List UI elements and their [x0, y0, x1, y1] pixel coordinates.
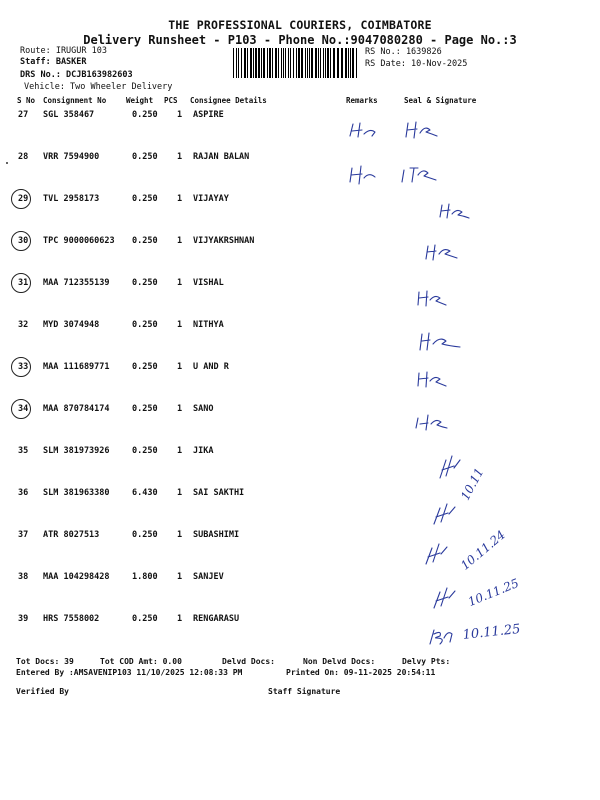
- col-weight: Weight: [126, 96, 154, 105]
- row-consignment: SLM 381973926: [43, 446, 110, 456]
- non-delvd-docs: Non Delvd Docs:: [303, 657, 376, 666]
- handwritten-signature: [428, 500, 462, 528]
- barcode-bar: [301, 48, 303, 78]
- row-sno: 28: [18, 152, 29, 162]
- tot-docs: Tot Docs: 39: [16, 657, 74, 666]
- row-consignment: ATR 8027513: [43, 530, 100, 540]
- row-consignment: SLM 381963380: [43, 488, 110, 498]
- row-sno: 27: [18, 110, 29, 120]
- barcode-bar: [244, 48, 246, 78]
- entered-by: Entered By :AMSAVENIP103 11/10/2025 12:08:33 PM: [16, 668, 243, 677]
- handwritten-signature: [420, 540, 454, 568]
- table-row: [0, 236, 600, 256]
- staff-label: Staff: BASKER: [20, 57, 87, 67]
- col-pcs: PCS: [164, 96, 178, 105]
- handwritten-date: 10.11.24: [458, 527, 508, 573]
- row-sno: 29: [18, 194, 29, 204]
- barcode-bar: [258, 48, 260, 78]
- row-consignment: SGL 358467: [43, 110, 95, 120]
- handwritten-date: 10.11.25: [462, 621, 522, 643]
- row-consignee: RAJAN BALAN: [193, 152, 250, 162]
- row-sno: 34: [18, 404, 29, 414]
- handwritten-signature: [410, 410, 460, 432]
- barcode-bar: [253, 48, 254, 78]
- table-row: [0, 194, 600, 214]
- row-sno: 37: [18, 530, 29, 540]
- barcode-bar: [272, 48, 273, 78]
- row-pcs: 1: [177, 530, 183, 540]
- barcode: [233, 48, 361, 78]
- col-consignee: Consignee Details: [190, 96, 267, 105]
- barcode-bar: [281, 48, 282, 78]
- table-row: [0, 362, 600, 382]
- handwritten-signature: [342, 160, 452, 188]
- row-consignee: SAI SAKTHI: [193, 488, 245, 498]
- row-weight: 0.250: [132, 278, 158, 288]
- barcode-bar: [238, 48, 239, 78]
- row-weight: 6.430: [132, 488, 158, 498]
- barcode-bar: [311, 48, 313, 78]
- row-consignment: MAA 104298428: [43, 572, 110, 582]
- row-pcs: 1: [177, 278, 183, 288]
- barcode-bar: [283, 48, 284, 78]
- barcode-bar: [315, 48, 317, 78]
- row-consignee: U AND R: [193, 362, 229, 372]
- rs-number: RS No.: 1639826: [365, 47, 442, 57]
- handwritten-signature: [414, 328, 474, 354]
- row-consignment: TVL 2958173: [43, 194, 100, 204]
- barcode-bar: [348, 48, 349, 78]
- barcode-bar: [356, 48, 357, 78]
- barcode-bar: [247, 48, 248, 78]
- row-consignee: VIJAYAY: [193, 194, 229, 204]
- handwritten-signature: [410, 286, 460, 310]
- row-weight: 0.250: [132, 404, 158, 414]
- handwritten-signature: [428, 584, 462, 612]
- row-pcs: 1: [177, 488, 183, 498]
- barcode-bar: [323, 48, 324, 78]
- tot-cod-amt: Tot COD Amt: 0.00: [100, 657, 182, 666]
- row-consignment: MAA 712355139: [43, 278, 110, 288]
- row-sno: 39: [18, 614, 29, 624]
- row-consignee: JIKA: [193, 446, 214, 456]
- barcode-bar: [330, 48, 331, 78]
- barcode-bar: [250, 48, 252, 78]
- table-row: [0, 446, 600, 466]
- barcode-bar: [305, 48, 306, 78]
- scan-speck: [6, 162, 8, 164]
- row-sno: 33: [18, 362, 29, 372]
- row-consignee: RENGARASU: [193, 614, 240, 624]
- row-weight: 0.250: [132, 446, 158, 456]
- row-sno: 30: [18, 236, 29, 246]
- row-pcs: 1: [177, 404, 183, 414]
- row-pcs: 1: [177, 572, 183, 582]
- row-sno: 35: [18, 446, 29, 456]
- barcode-bar: [318, 48, 319, 78]
- drs-number: DRS No.: DCJB163982603: [20, 70, 133, 80]
- row-consignment: HRS 7558002: [43, 614, 100, 624]
- row-weight: 0.250: [132, 614, 158, 624]
- barcode-bar: [337, 48, 339, 78]
- row-weight: 0.250: [132, 194, 158, 204]
- barcode-bar: [290, 48, 291, 78]
- row-consignment: MYD 3074948: [43, 320, 100, 330]
- row-weight: 0.250: [132, 362, 158, 372]
- handwritten-signature: [418, 240, 468, 264]
- row-pcs: 1: [177, 110, 183, 120]
- barcode-bar: [333, 48, 335, 78]
- col-remarks: Remarks: [346, 96, 378, 105]
- barcode-bar: [255, 48, 257, 78]
- row-weight: 1.800: [132, 572, 158, 582]
- row-consignment: MAA 111689771: [43, 362, 110, 372]
- handwritten-signature: [432, 200, 482, 222]
- barcode-bar: [296, 48, 297, 78]
- barcode-bar: [293, 48, 294, 78]
- row-consignee: SUBASHIMI: [193, 530, 240, 540]
- barcode-bar: [307, 48, 308, 78]
- barcode-bar: [285, 48, 286, 78]
- handwritten-signature: [410, 368, 460, 390]
- row-consignee: ASPIRE: [193, 110, 224, 120]
- row-weight: 0.250: [132, 530, 158, 540]
- barcode-bar: [263, 48, 265, 78]
- handwritten-signature: [432, 452, 468, 482]
- barcode-bar: [269, 48, 271, 78]
- col-seal-signature: Seal & Signature: [404, 96, 477, 105]
- row-consignment: TPC 9000060623: [43, 236, 115, 246]
- row-pcs: 1: [177, 614, 183, 624]
- barcode-bar: [352, 48, 354, 78]
- row-pcs: 1: [177, 152, 183, 162]
- handwritten-date: 10.11.25: [466, 575, 521, 609]
- printed-on: Printed On: 09-11-2025 20:54:11: [286, 668, 436, 677]
- table-row: [0, 110, 600, 130]
- delvy-pts: Delvy Pts:: [402, 657, 451, 666]
- row-pcs: 1: [177, 236, 183, 246]
- table-row: [0, 152, 600, 172]
- vehicle-label: Vehicle: Two Wheeler Delivery: [24, 82, 173, 92]
- route-label: Route: IRUGUR 103: [20, 46, 107, 56]
- row-consignment: VRR 7594900: [43, 152, 100, 162]
- staff-signature-label: Staff Signature: [268, 687, 341, 696]
- row-weight: 0.250: [132, 236, 158, 246]
- row-consignee: SANJEV: [193, 572, 224, 582]
- row-weight: 0.250: [132, 152, 158, 162]
- handwritten-date: 10.11: [458, 465, 487, 503]
- row-consignment: MAA 870784174: [43, 404, 110, 414]
- col-consignment: Consignment No: [43, 96, 107, 105]
- row-pcs: 1: [177, 194, 183, 204]
- row-pcs: 1: [177, 320, 183, 330]
- company-title: THE PROFESSIONAL COURIERS, COIMBATORE: [168, 18, 432, 32]
- handwritten-signature: [340, 118, 450, 144]
- row-weight: 0.250: [132, 320, 158, 330]
- row-sno: 32: [18, 320, 29, 330]
- barcode-bar: [261, 48, 262, 78]
- barcode-bar: [320, 48, 321, 78]
- barcode-bar: [241, 48, 242, 78]
- row-sno: 31: [18, 278, 29, 288]
- barcode-bar: [345, 48, 347, 78]
- barcode-bar: [275, 48, 277, 78]
- table-row: [0, 488, 600, 508]
- barcode-bar: [267, 48, 268, 78]
- table-row: [0, 278, 600, 298]
- barcode-bar: [309, 48, 310, 78]
- barcode-bar: [350, 48, 351, 78]
- row-pcs: 1: [177, 446, 183, 456]
- barcode-bar: [298, 48, 300, 78]
- rs-date: RS Date: 10-Nov-2025: [365, 59, 468, 69]
- barcode-bar: [288, 48, 289, 78]
- row-consignee: SANO: [193, 404, 214, 414]
- barcode-bar: [325, 48, 326, 78]
- row-sno: 36: [18, 488, 29, 498]
- table-row: [0, 404, 600, 424]
- barcode-bar: [327, 48, 329, 78]
- table-row: [0, 530, 600, 550]
- row-consignee: VISHAL: [193, 278, 224, 288]
- verified-by: Verified By: [16, 687, 69, 696]
- row-pcs: 1: [177, 362, 183, 372]
- handwritten-signature: [426, 624, 460, 648]
- runsheet-title: Delivery Runsheet - P103 - Phone No.:9047080280 - Page No.:3: [83, 33, 517, 47]
- delvd-docs: Delvd Docs:: [222, 657, 275, 666]
- barcode-bar: [236, 48, 237, 78]
- row-weight: 0.250: [132, 110, 158, 120]
- barcode-bar: [341, 48, 343, 78]
- row-consignee: VIJYAKRSHNAN: [193, 236, 255, 246]
- col-sno: S No: [17, 96, 36, 105]
- barcode-bar: [233, 48, 234, 78]
- row-consignee: NITHYA: [193, 320, 224, 330]
- row-sno: 38: [18, 572, 29, 582]
- table-row: [0, 320, 600, 340]
- barcode-bar: [278, 48, 279, 78]
